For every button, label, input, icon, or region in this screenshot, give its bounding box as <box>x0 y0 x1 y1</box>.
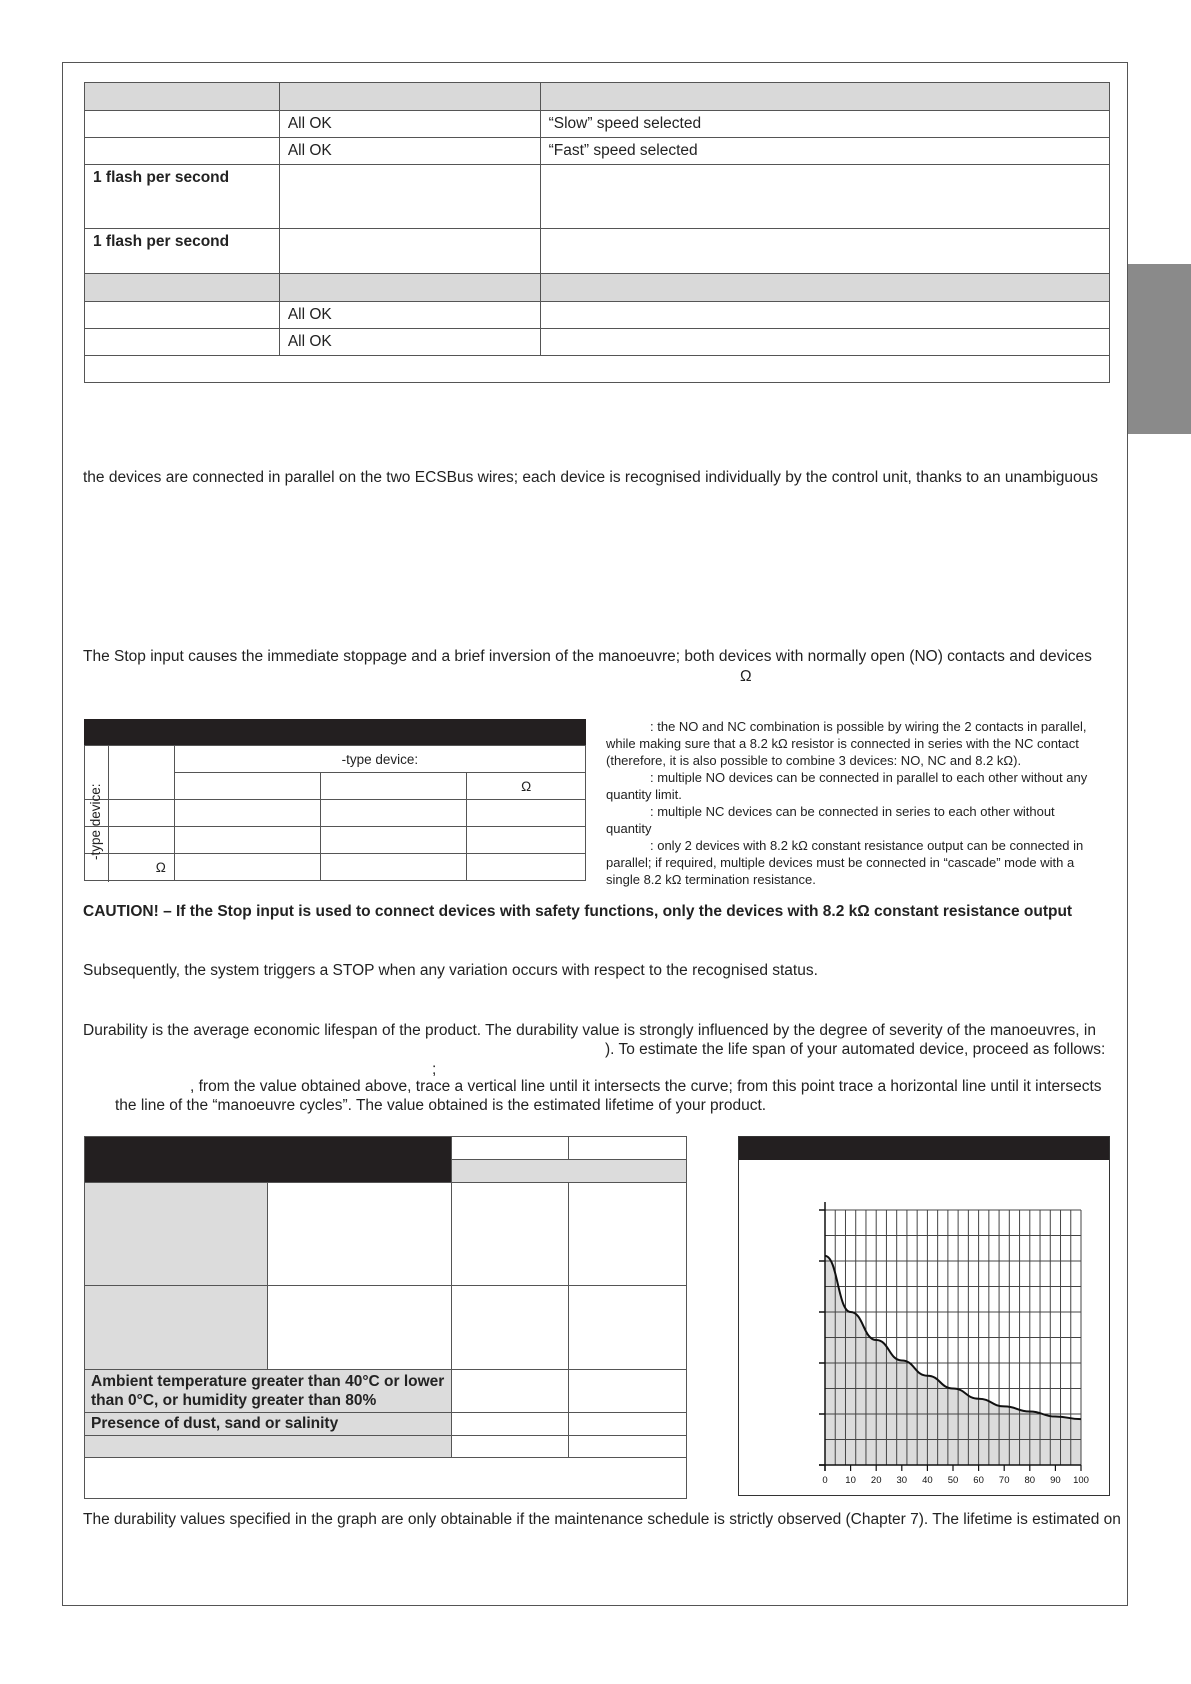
durability-paragraph-3: , from the value obtained above, trace a vertical line until it intersects the curve; from this point trace a horizontal line until it intersects <box>190 1078 1102 1095</box>
subsequently-paragraph: Subsequently, the system triggers a STOP when any variation occurs with respect to the recognised status. <box>83 962 818 979</box>
chart-area-fill <box>825 1256 1081 1465</box>
x-tick-label: 90 <box>1050 1475 1061 1486</box>
led-status-table <box>84 82 1110 383</box>
durability-paragraph-2: ). To estimate the life span of your automated device, proceed as follows: <box>605 1041 1106 1058</box>
table-header-row <box>85 83 1110 111</box>
chart-header-bar <box>739 1137 1109 1160</box>
table-header-row <box>85 274 1110 302</box>
ohm-row-label: Ω <box>85 854 175 881</box>
x-tick-label: 100 <box>1073 1475 1089 1486</box>
ohm-symbol: Ω <box>740 668 752 685</box>
x-tick-label: 0 <box>822 1475 828 1486</box>
dust-condition: Presence of dust, sand or salinity <box>85 1413 452 1436</box>
stop-notes: : the NO and NC combination is possible by wiring the 2 contacts in parallel, while making sure that a 8.2 kΩ resistor is connected in series with the NC contact (therefore, it is also possible to combine 3 devices: NO, NC and 8.2 kΩ). : multiple NO devices can be connected in parallel to each other without any quantity limit. : multiple NC devices can be connected in series to each other without quantity : only 2 devices with 8.2 kΩ constant resistance output can be connected in parallel; if required, multiple devices must be connected in “cascade” mode with a single 8.2 kΩ termination resistance. <box>606 719 1088 887</box>
stop-combination-table <box>84 745 586 881</box>
x-tick-label: 60 <box>973 1475 984 1486</box>
table-row <box>85 356 1110 383</box>
type-device-column-label: -type device: <box>174 746 585 773</box>
durability-paragraph-4: the line of the “manoeuvre cycles”. The value obtained is the estimated lifetime of your product. <box>115 1097 767 1114</box>
chapter-tab <box>1128 264 1191 434</box>
x-tick-label: 20 <box>870 1475 882 1486</box>
table-row: 1 flash per second <box>85 165 1110 229</box>
table-row: All OK <box>85 329 1110 356</box>
table-row: All OK “Slow” speed selected <box>85 111 1110 138</box>
footer-paragraph: The durability values specified in the graph are only obtainable if the maintenance schedule is strictly observed (Chapter 7). The lifetime is estimated on <box>83 1511 1121 1528</box>
table-row: All OK <box>85 302 1110 329</box>
stop-table-header <box>84 719 586 745</box>
table-row: All OK “Fast” speed selected <box>85 138 1110 165</box>
x-tick-label: 30 <box>896 1475 908 1486</box>
semicolon: ; <box>432 1061 437 1078</box>
caution-paragraph: CAUTION! – If the Stop input is used to connect devices with safety functions, only the devices with 8.2 kΩ constant resistance output <box>83 903 1073 920</box>
type-device-row-label: -type device: <box>88 783 103 860</box>
ambient-condition: Ambient temperature greater than 40°C or lower than 0°C, or humidity greater than 80% <box>85 1370 452 1413</box>
x-tick-label: 10 <box>845 1475 856 1486</box>
durability-table <box>84 1136 687 1499</box>
x-tick-label: 70 <box>998 1475 1010 1486</box>
x-tick-label: 80 <box>1024 1475 1036 1486</box>
x-tick-label: 40 <box>922 1475 933 1486</box>
x-tick-label: 50 <box>947 1475 959 1486</box>
durability-chart <box>738 1136 1110 1496</box>
durability-chart-svg <box>739 1160 1109 1495</box>
ecsbus-paragraph: the devices are connected in parallel on the two ECSBus wires; each device is recognised individually by the control unit, thanks to an unambiguous <box>83 469 1098 486</box>
table-row: 1 flash per second <box>85 229 1110 274</box>
ohm-cell: Ω <box>467 773 586 800</box>
durability-paragraph-1: Durability is the average economic lifespan of the product. The durability value is strongly influenced by the degree of severity of the manoeuvres, in <box>83 1022 1096 1039</box>
stop-input-paragraph: The Stop input causes the immediate stoppage and a brief inversion of the manoeuvre; both devices with normally open (NO) contacts and devices <box>83 648 1092 665</box>
